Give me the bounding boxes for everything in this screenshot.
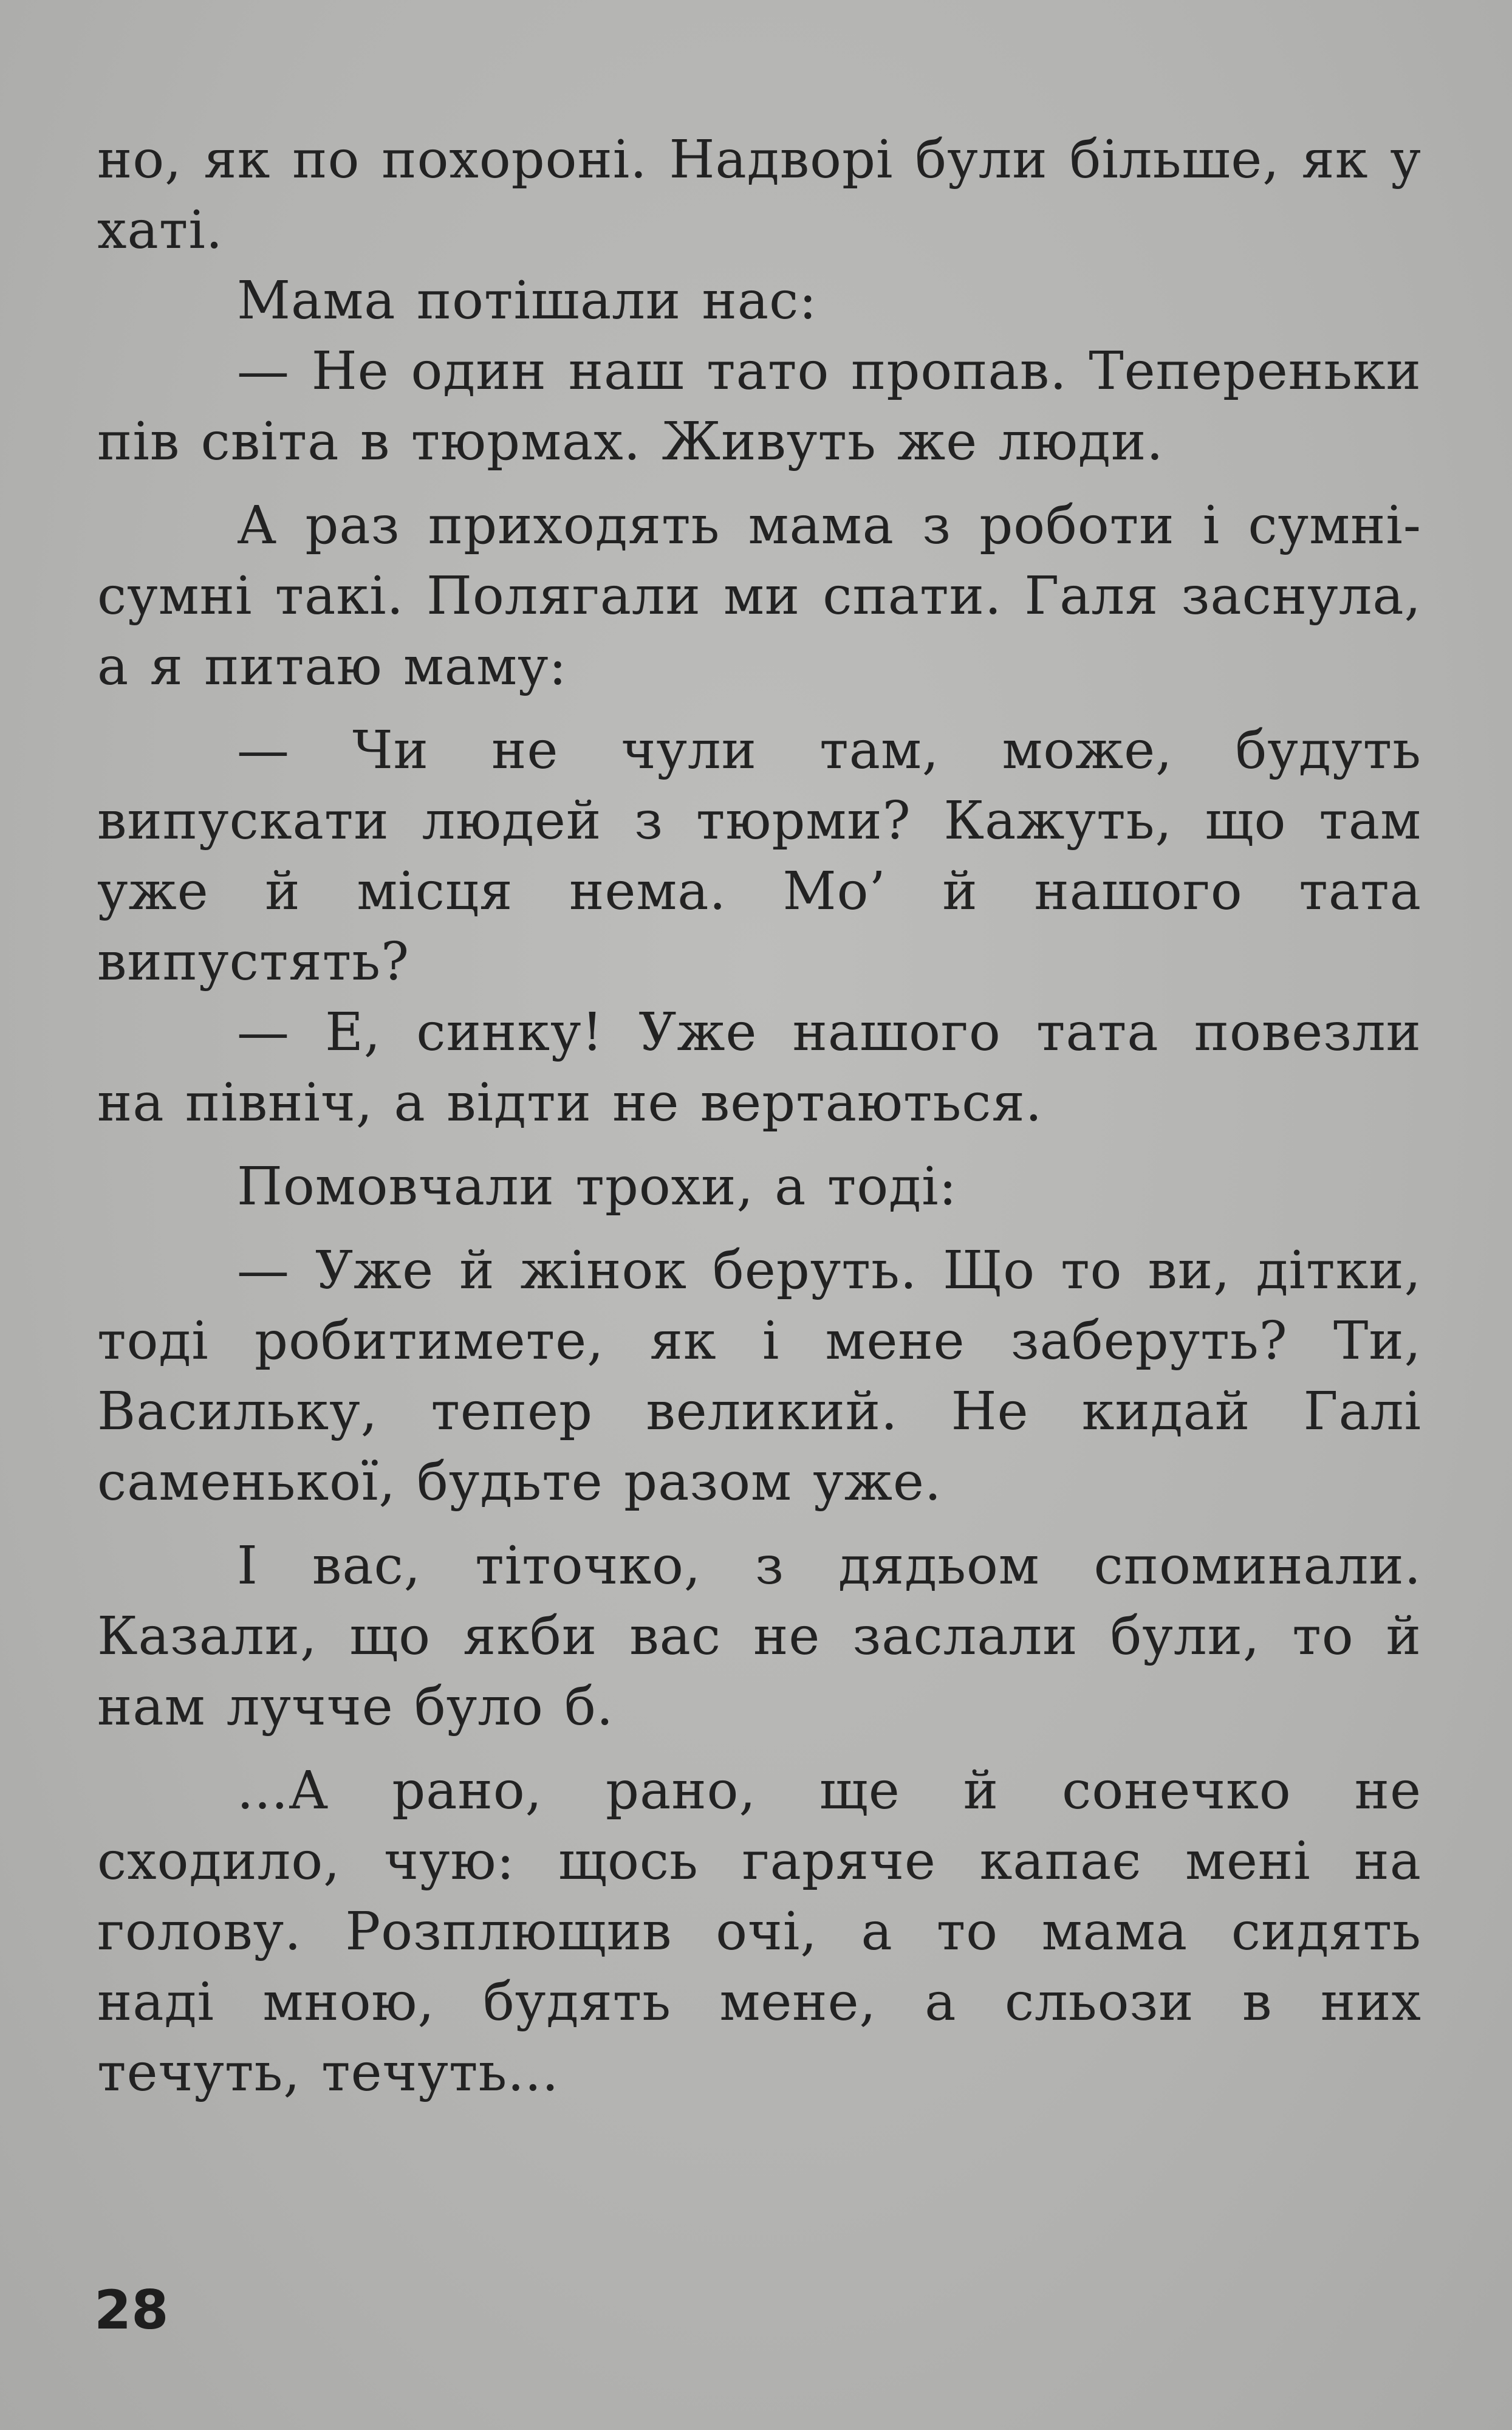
- page-number: 28: [94, 2279, 169, 2341]
- paragraph: А раз приходять мама з роботи і сумні-сумні такі. Полягали ми спати. Галя заснула, а я питаю маму:: [97, 495, 1421, 697]
- paragraph-dialogue: — Чи не чули там, може, будуть випускати людей з тюрми? Кажуть, що там уже й місця нема. Мо’ й нашого тата випустять?: [97, 720, 1421, 992]
- paragraph-dialogue: — Не один наш тато пропав. Тепереньки пів світа в тюрмах. Живуть же люди.: [97, 341, 1421, 472]
- paragraph-dialogue: — Уже й жінок беруть. Що то ви, дітки, тоді робитимете, як і мене заберуть? Ти, Васильку, тепер великий. Не кидай Галі саменької, будьте разом уже.: [97, 1240, 1421, 1512]
- paragraph: І вас, тіточко, з дядьом споминали. Казали, що якби вас не заслали були, то й нам лучче було б.: [97, 1536, 1421, 1737]
- paragraph: ...А рано, рано, ще й сонечко не сходило, чую: щось гаряче капає мені на голову. Розплющив очі, а то мама сидять наді мною, будять мене, а сльози в них течуть, течуть...: [97, 1760, 1421, 2103]
- paragraph-continuation: но, як по похороні. Надворі були більше, як у хаті.: [97, 129, 1421, 261]
- paragraph: Мама потішали нас:: [237, 270, 818, 331]
- page-body-text: [97, 125, 1421, 2108]
- paragraph-dialogue: — Е, синку! Уже нашого тата повезли на північ, а відти не вертаються.: [97, 1002, 1421, 1133]
- paragraph: Помовчали трохи, а тоді:: [237, 1156, 957, 1217]
